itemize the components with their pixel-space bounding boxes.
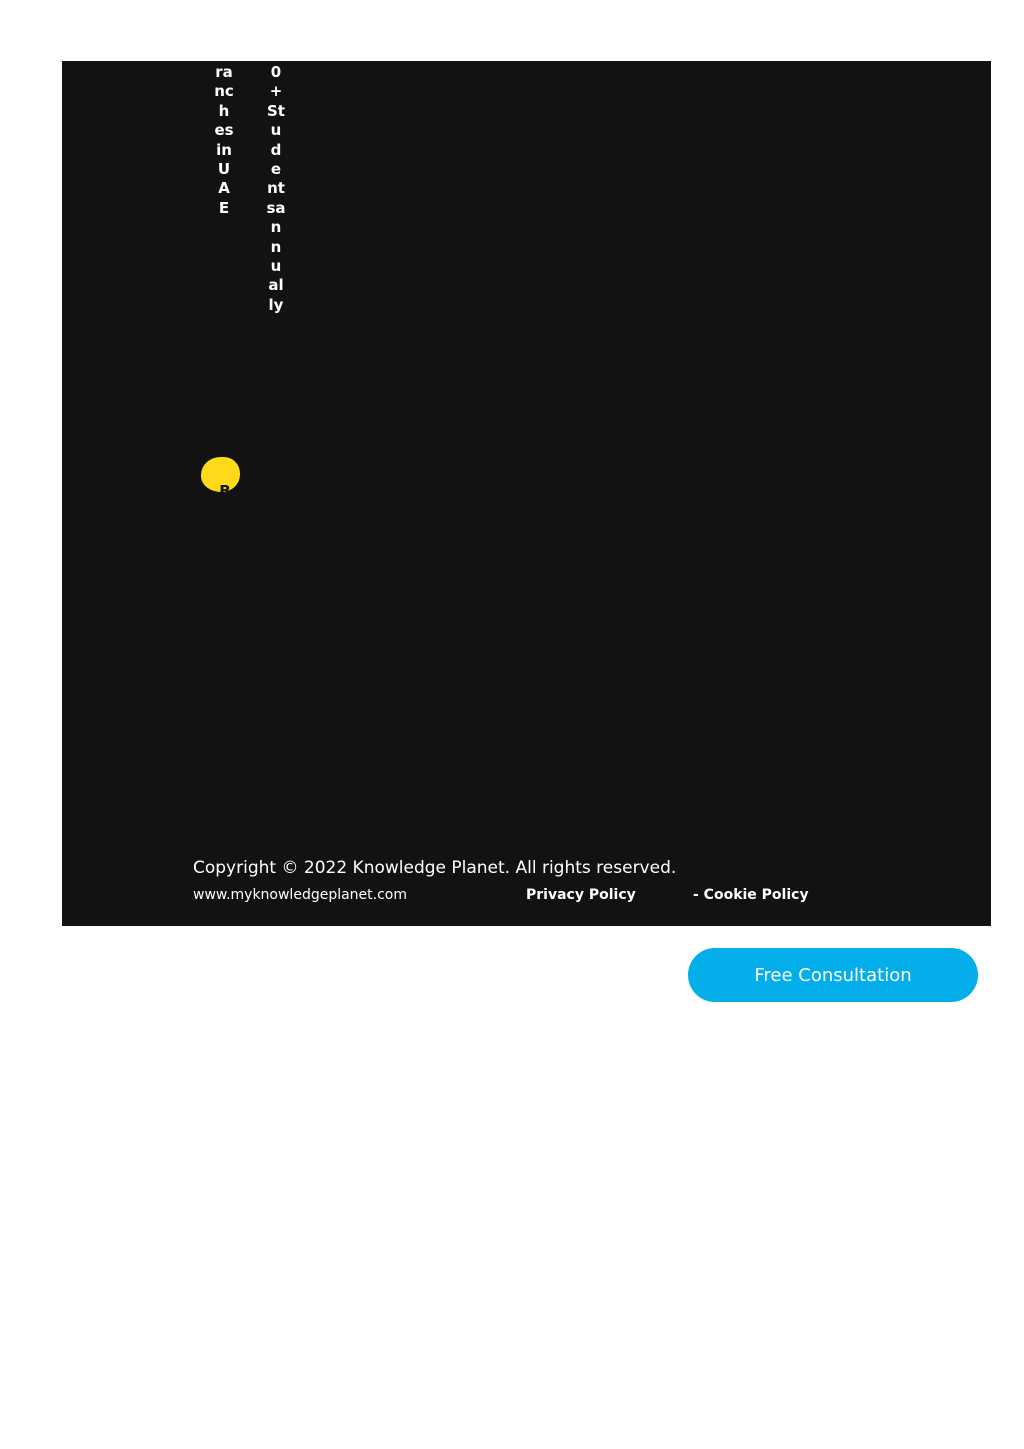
website-link[interactable]: www.myknowledgeplanet.com — [193, 887, 408, 903]
stat-branches-text: ranchesinUAE — [214, 63, 234, 217]
privacy-policy-link[interactable]: Privacy Policy — [526, 887, 636, 903]
stat-students-text: 0+Studentsannually — [266, 63, 286, 314]
stat-results-text: BestResultsinGCC — [215, 482, 235, 675]
footer-panel — [62, 61, 991, 926]
free-consultation-button[interactable]: Free Consultation — [688, 948, 978, 1002]
cookie-policy-link[interactable]: - Cookie Policy — [693, 887, 809, 903]
copyright-text: Copyright © 2022 Knowledge Planet. All rights reserved. — [193, 858, 677, 878]
